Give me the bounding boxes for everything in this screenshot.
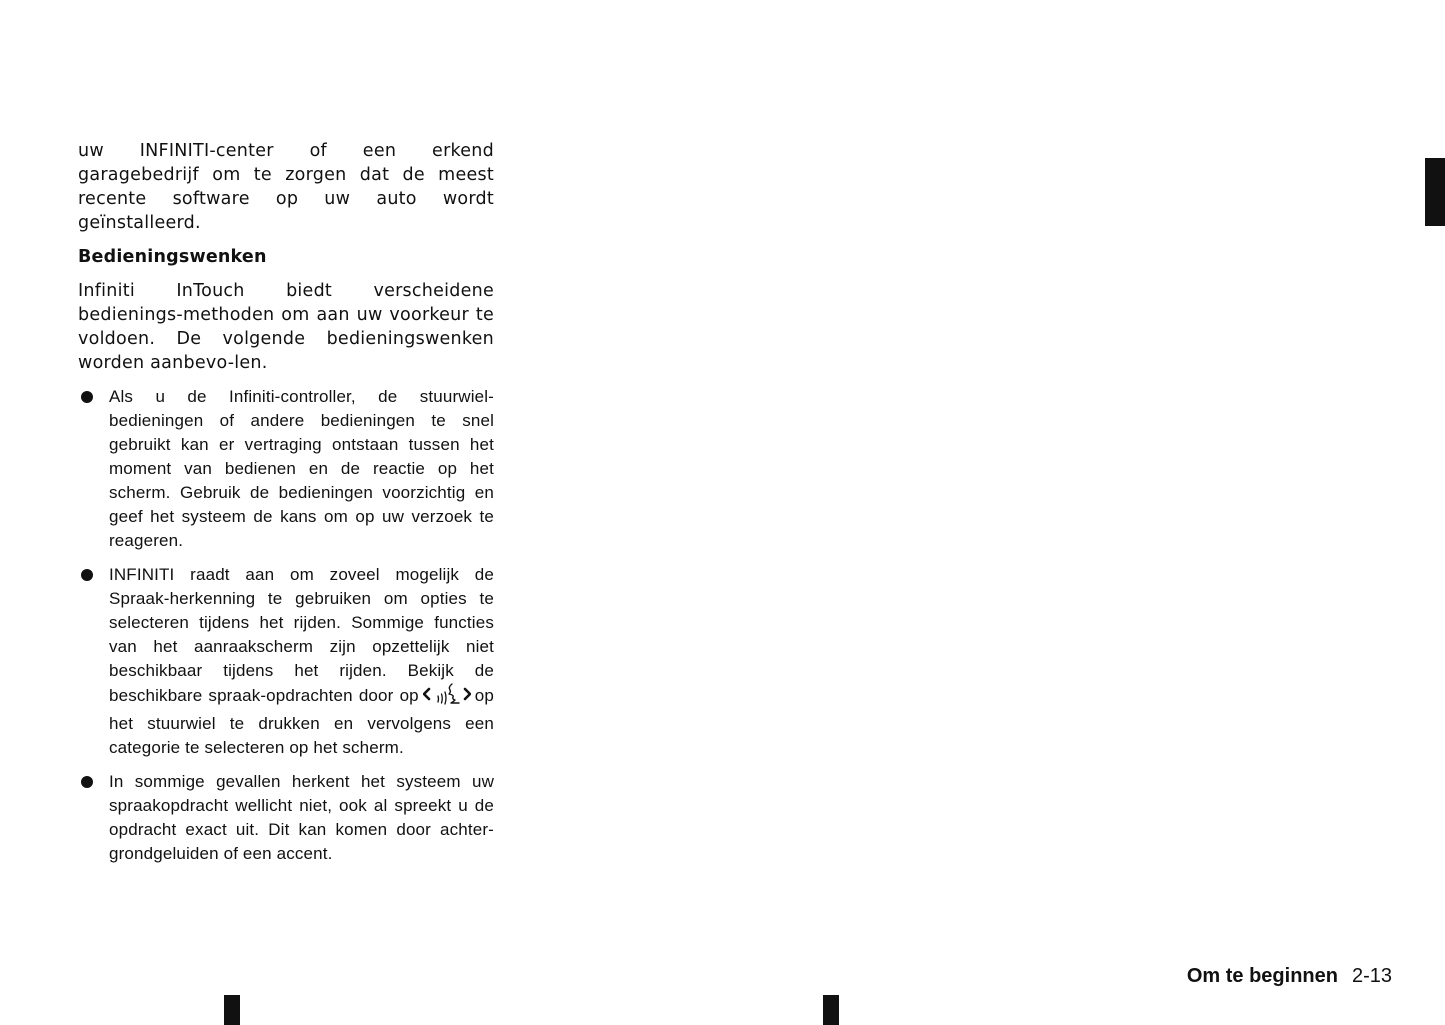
tips-list [78,385,494,866]
page-number: 2-13 [1351,965,1392,987]
chapter-tab-marker [1425,158,1445,226]
list-item [78,563,494,760]
voice-command-icon [423,683,471,712]
section-heading: Bedieningswenken [78,247,267,267]
footer-section-title: Om te beginnen [1186,965,1338,987]
section-paragraph: Infiniti InTouch biedt verscheidene bedienings-methoden om aan uw voorkeur te voldoen. De volgende bedieningswenken worden aanbevo-len. [78,281,494,373]
bullet-icon [81,569,93,581]
text-column [78,139,494,876]
bullet-icon [81,776,93,788]
bullet-icon [81,391,93,403]
intro-paragraph: uw INFINITI-center of een erkend garagebedrijf om te zorgen dat de meest recente software op uw auto wordt geïnstalleerd. [78,141,494,233]
bullet-text: In sommige gevallen herkent het systeem uw spraakopdracht wellicht niet, ook al spreekt u de opdracht exact uit. Dit kan komen door achter-grondgeluiden of een accent. [109,772,494,863]
list-item [78,385,494,553]
bullet-text: Als u de Infiniti-controller, de stuurwiel-bedieningen of andere bedieningen te snel gebruikt kan er vertraging ontstaan tussen het moment van bedienen en de reactie op het scherm. Gebruik de bedieningen voorzichtig en geef het systeem de kans om op uw verzoek te reageren. [109,387,494,550]
crop-mark-center [823,995,839,1025]
bullet-text-after-icon: op het stuurwiel te drukken en vervolgens een categorie te selecteren op het scherm. [109,686,494,757]
page-footer [1187,963,1392,989]
bullet-text [109,563,494,760]
bullet-text-before-icon: INFINITI raadt aan om zoveel mogelijk de Spraak-herkenning te gebruiken om opties te selecteren tijdens het rijden. Sommige functies van het aanraakscherm zijn opzettelijk niet beschikbaar tijdens het rijden. Bekijk de beschikbare spraak-opdrachten door op [109,565,494,705]
crop-mark-left [224,995,240,1025]
list-item [78,770,494,866]
